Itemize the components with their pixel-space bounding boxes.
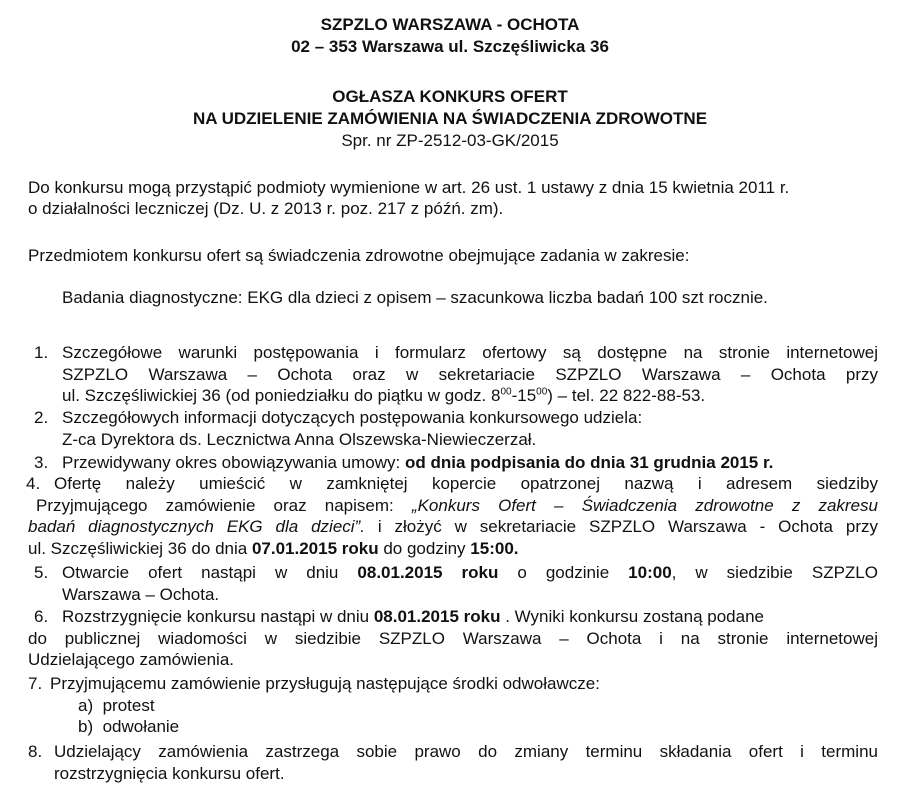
title-line-1: OGŁASZA KONKURS OFERT	[332, 87, 568, 106]
item-number: 3.	[34, 453, 49, 472]
item-number: 1.	[34, 343, 49, 362]
item-4-line-4: ul. Szczęśliwickiej 36 do dnia 07.01.2015 roku do godziny 15:00.	[28, 538, 519, 558]
item-2-line-1: Szczegółowych informacji dotyczących postępowania konkursowego udziela:	[62, 408, 643, 427]
list-item-2	[28, 407, 878, 450]
title-block	[0, 86, 900, 152]
item-number: 8.	[28, 742, 43, 761]
item-6-line-2: do publicznej wiadomości w siedzibie SZPZLO Warszawa – Ochota i na stronie internetowej	[28, 628, 878, 648]
item-1-line-1: Szczegółowe warunki postępowania i formularz ofertowy są dostępne na stronie internetowej	[62, 343, 878, 362]
list-item-3	[28, 452, 878, 474]
list-item-7	[28, 673, 878, 738]
list-item-8	[28, 741, 878, 784]
item-1-line-3: ul. Szczęśliwickiej 36 (od poniedziałku do piątku w godz. $8^{00}-15^{00}$) – tel. 22 822-88-53.	[62, 386, 706, 405]
item-8-line-1: Udzielający zamówienia zastrzega sobie prawo do zmiany terminu składania ofert i terminu	[54, 742, 878, 761]
list-item-4	[28, 473, 878, 559]
item-8-line-2: rozstrzygnięcia konkursu ofert.	[54, 763, 285, 783]
intro-line-1: Do konkursu mogą przystąpić podmioty wymienione w art. 26 ust. 1 ustawy z dnia 15 kwietnia 2011 r.	[28, 178, 790, 197]
item-2-line-2: Z-ca Dyrektora ds. Lecznictwa Anna Olszewska-Niewieczerzał.	[62, 429, 537, 449]
item-number: 4.	[26, 474, 41, 493]
intro-line-2: o działalności leczniczej (Dz. U. z 2013 r. poz. 217 z późń. zm).	[28, 199, 504, 218]
item-number: 5.	[34, 563, 49, 582]
subject-paragraph: Przedmiotem konkursu ofert są świadczenia zdrowotne obejmujące zadania w zakresie:	[28, 246, 690, 265]
item-number: 7.	[28, 674, 43, 693]
item-7-line-1: Przyjmującemu zamówienie przysługują następujące środki odwoławcze:	[50, 674, 600, 693]
item-5-line-1: Otwarcie ofert nastąpi w dniu 08.01.2015 roku o godzinie 10:00, w siedzibie SZPZLO	[62, 563, 878, 582]
title-line-2: NA UDZIELENIE ZAMÓWIENIA NA ŚWIADCZENIA ZDROWOTNE	[192, 109, 708, 128]
item-number: 6.	[34, 607, 49, 626]
item-number: 2.	[34, 408, 49, 427]
item-5-line-2: Warszawa – Ochota.	[62, 584, 220, 604]
intro-paragraph	[28, 177, 878, 219]
sub-item-b: b) odwołanie	[78, 717, 180, 736]
organization-name: SZPZLO WARSZAWA - OCHOTA	[320, 15, 580, 34]
header-block	[0, 14, 900, 58]
item-4-line-2: Przyjmującego zamówienie oraz napisem: „Konkurs Ofert – Świadczenia zdrowotne z zakresu	[36, 495, 878, 515]
item-4-line-3: badań diagnostycznych EKG dla dzieci”. i złożyć w sekretariacie SZPZLO Warszawa - Ochota przy	[28, 517, 878, 536]
sub-item-a: a) protest	[78, 695, 155, 715]
organization-address: 02 – 353 Warszawa ul. Szczęśliwicka 36	[291, 37, 609, 56]
case-number: Spr. nr ZP-2512-03-GK/2015	[341, 131, 559, 150]
item-3-line: Przewidywany okres obowiązywania umowy: od dnia podpisania do dnia 31 grudnia 2015 r.	[62, 453, 774, 472]
item-6-line-3: Udzielającego zamówienia.	[28, 650, 235, 669]
list-item-5	[28, 562, 878, 605]
item-6-line-1: Rozstrzygnięcie konkursu nastąpi w dniu 08.01.2015 roku . Wyniki konkursu zostaną podane	[62, 607, 764, 626]
list-item-6	[28, 606, 878, 671]
list-item-1	[28, 342, 878, 407]
item-1-line-2: SZPZLO Warszawa – Ochota oraz w sekretariacie SZPZLO Warszawa – Ochota przy	[62, 364, 878, 384]
item-4-line-1: Ofertę należy umieścić w zamkniętej kopercie opatrzonej nazwą i adresem siedziby	[54, 474, 878, 493]
diagnostic-scope: Badania diagnostyczne: EKG dla dzieci z opisem – szacunkowa liczba badań 100 szt rocznie.	[62, 288, 768, 307]
